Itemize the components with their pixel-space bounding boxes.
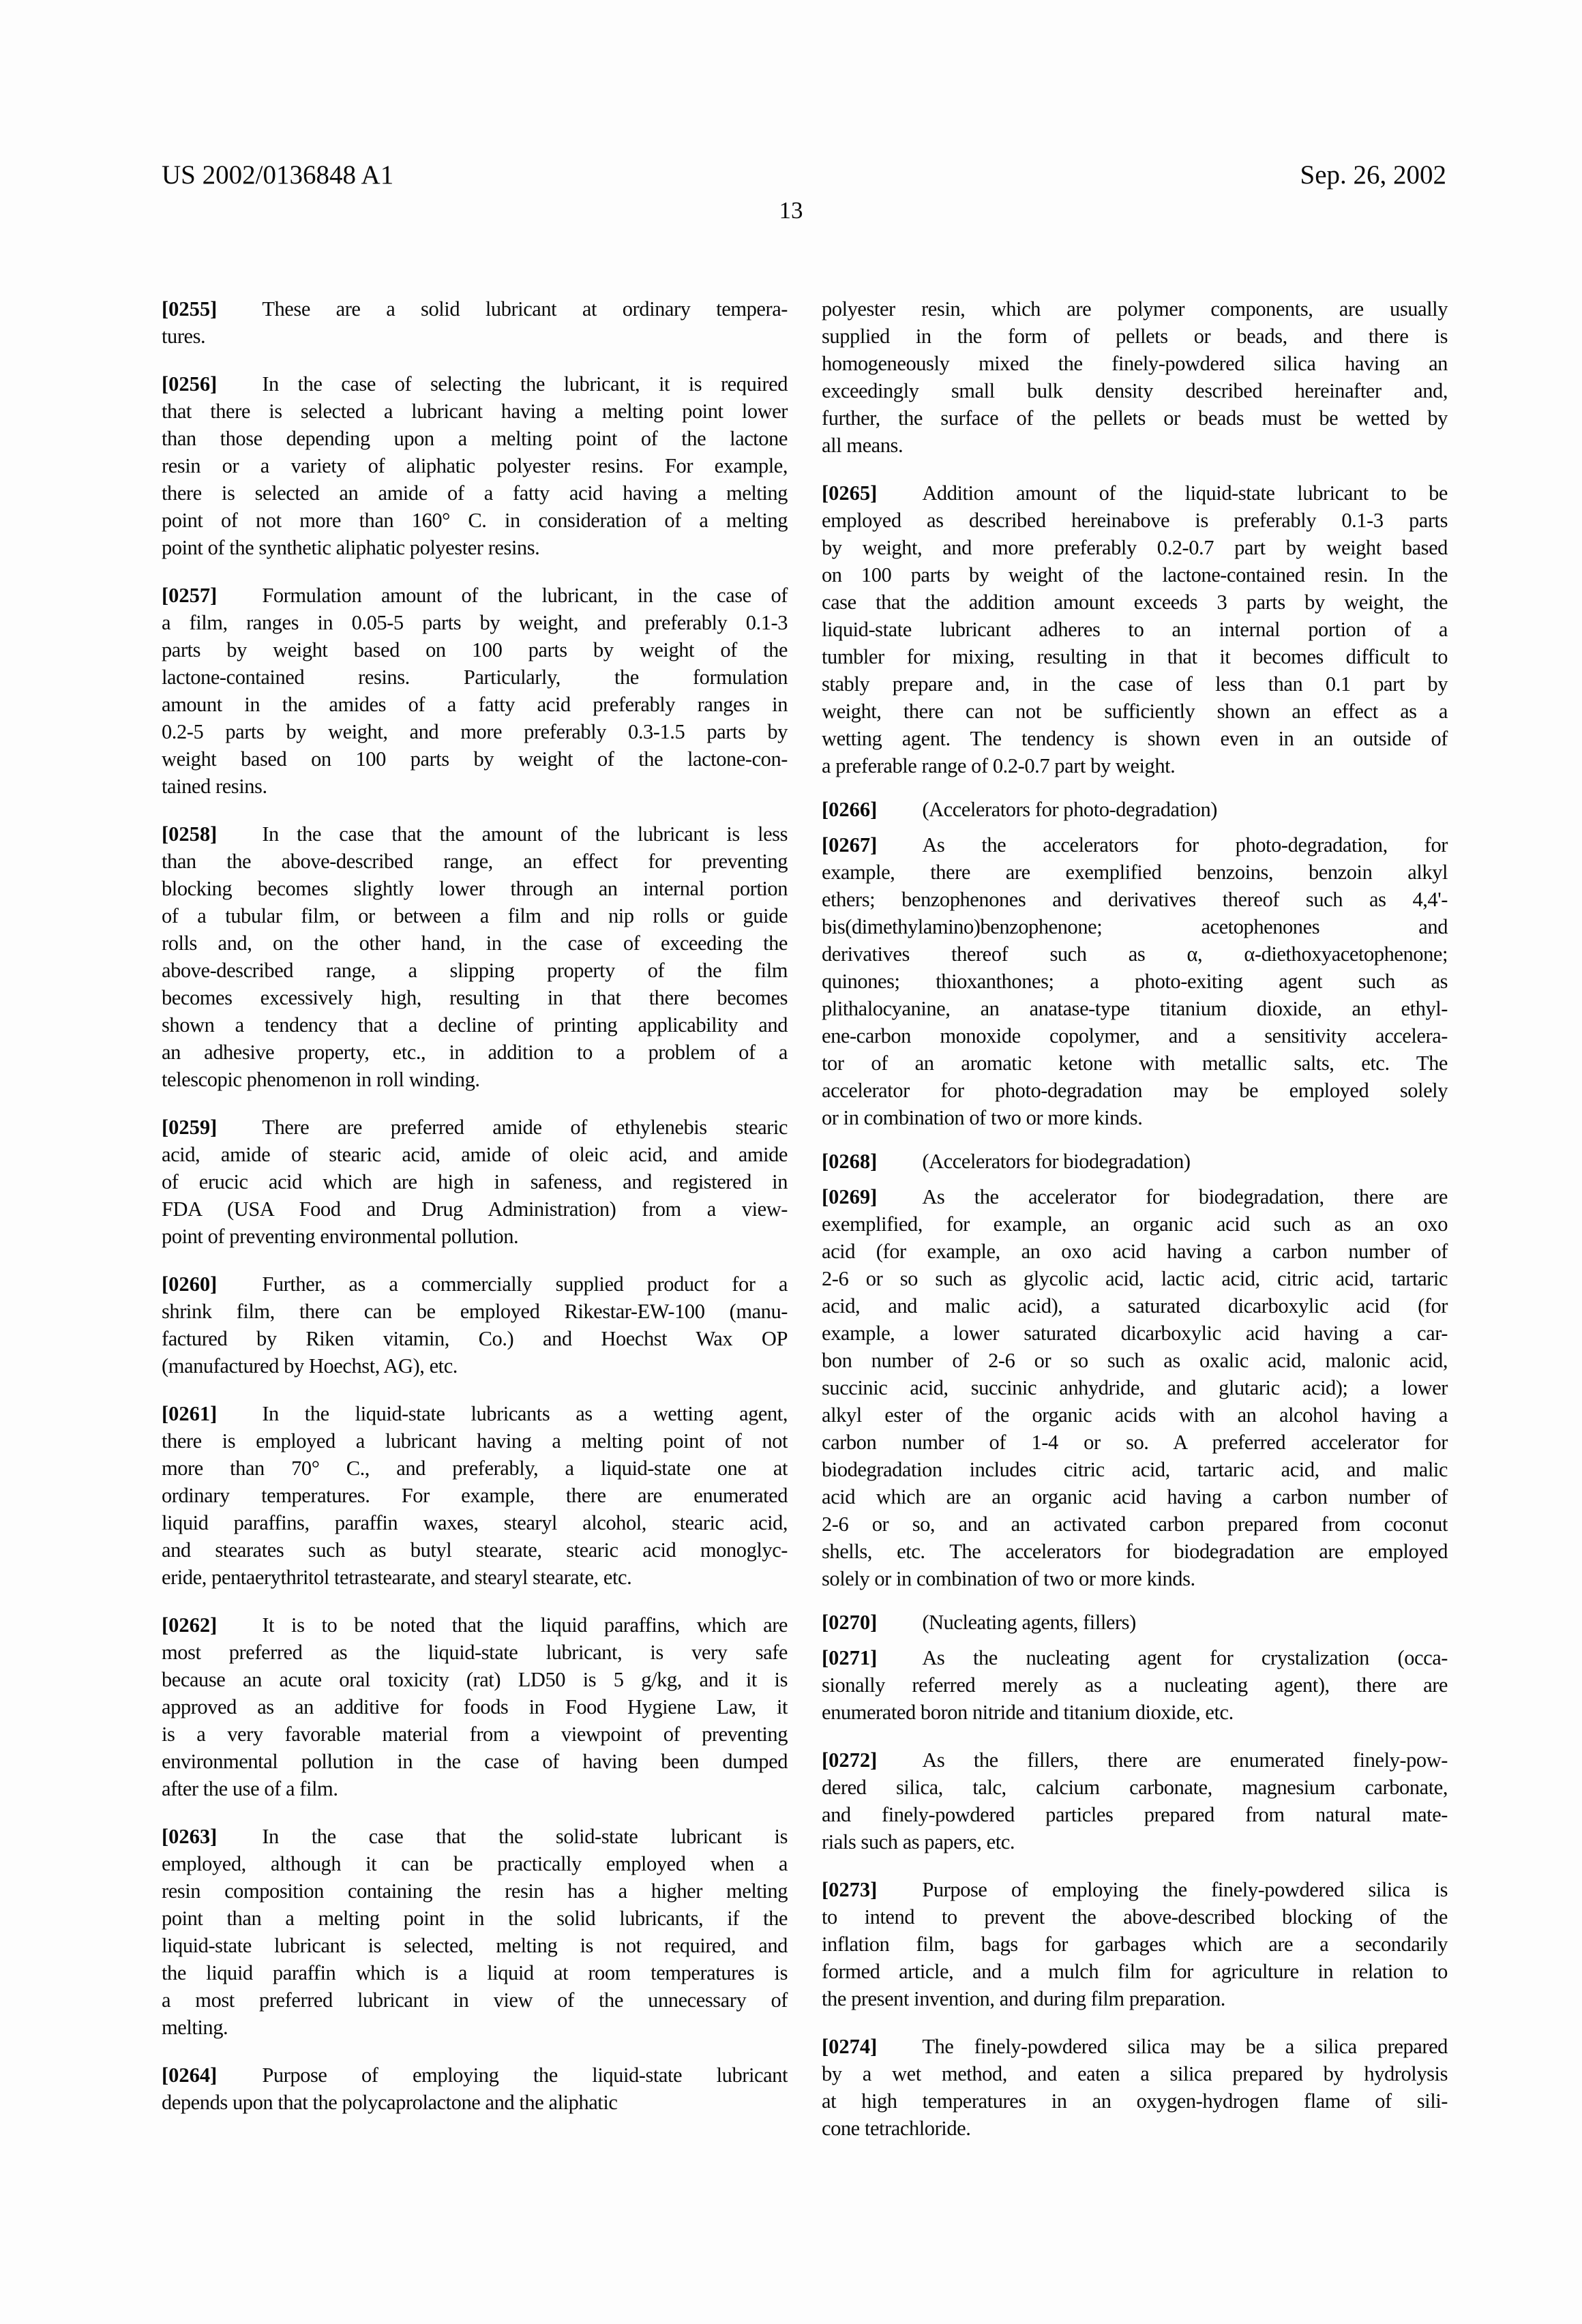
text-line: [0260] Further, as a commercially supplied product for a — [162, 1272, 788, 1296]
text-line: acid, amide of stearic acid, amide of oleic acid, and amide — [162, 1143, 788, 1166]
text-line: inflation film, bags for garbages which are a secondarily — [822, 1933, 1448, 1956]
text-line: derivatives thereof such as α, α-diethoxyacetophenone; — [822, 942, 1448, 966]
text-line: on 100 parts by weight of the lactone-contained resin. In the — [822, 563, 1448, 586]
text-line: factured by Riken vitamin, Co.) and Hoechst Wax OP — [162, 1327, 788, 1350]
text-line: point of preventing environmental pollution. — [162, 1225, 519, 1248]
text-line: formed article, and a mulch film for agriculture in relation to — [822, 1960, 1448, 1983]
paragraph-0266 — [822, 796, 1448, 823]
text-line: shells, etc. The accelerators for biodegradation are employed — [822, 1540, 1448, 1563]
text-line: there is selected an amide of a fatty acid having a melting — [162, 481, 788, 505]
paragraph-0262 — [162, 1611, 788, 1802]
text-line: [0274] The finely-powdered silica may be a silica prepared — [822, 2035, 1448, 2058]
text-line: by a wet method, and eaten a silica prepared by hydrolysis — [822, 2062, 1448, 2085]
text-line: homogeneously mixed the finely-powdered silica having an — [822, 352, 1448, 375]
text-line: acid which are an organic acid having a carbon number of — [822, 1485, 1448, 1508]
paragraph-0267 — [822, 831, 1448, 1131]
page-number: 13 — [779, 197, 803, 224]
text-line: further, the surface of the pellets or beads must be wetted by — [822, 406, 1448, 430]
text-line: ordinary temperatures. For example, there are enumerated — [162, 1484, 788, 1507]
text-line: [0271] As the nucleating agent for crystalization (occa- — [822, 1646, 1448, 1669]
text-line: succinic acid, succinic anhydride, and glutaric acid); a lower — [822, 1376, 1448, 1399]
text-line: weight based on 100 parts by weight of the lactone-con- — [162, 747, 788, 771]
text-line: because an acute oral toxicity (rat) LD50 is 5 g/kg, and it is — [162, 1668, 788, 1691]
paragraph-number: [0256] — [162, 372, 218, 396]
text-line: [0262] It is to be noted that the liquid paraffins, which are — [162, 1613, 788, 1637]
paragraph-number: [0269] — [822, 1185, 878, 1208]
text-line: tor of an aromatic ketone with metallic salts, etc. The — [822, 1052, 1448, 1075]
paragraph-0261 — [162, 1400, 788, 1591]
text-line: cone tetrachloride. — [822, 2117, 971, 2140]
paragraph-0274 — [822, 2033, 1448, 2142]
text-line: tures. — [162, 325, 206, 348]
text-line: most preferred as the liquid-state lubricant, is very safe — [162, 1641, 788, 1664]
text-line: wetting agent. The tendency is shown even in an outside of — [822, 727, 1448, 750]
text-line: weight, there can not be sufficiently shown an effect as a — [822, 700, 1448, 723]
text-line: melting. — [162, 2016, 228, 2039]
text-line: resin composition containing the resin has a higher melting — [162, 1879, 788, 1903]
paragraph-number: [0257] — [162, 584, 218, 607]
text-line: resin or a variety of aliphatic polyester resins. For example, — [162, 454, 788, 477]
text-line: of a tubular film, or between a film and nip rolls or guide — [162, 904, 788, 927]
text-line: to intend to prevent the above-described blocking of the — [822, 1905, 1448, 1928]
paragraph-0255 — [162, 295, 788, 350]
text-line: point of the synthetic aliphatic polyester resins. — [162, 536, 540, 559]
paragraph-number: [0263] — [162, 1825, 218, 1848]
text-line: the liquid paraffin which is a liquid at room temperatures is — [162, 1961, 788, 1984]
text-line: blocking becomes slightly lower through an internal portion — [162, 877, 788, 900]
text-line: a most preferred lubricant in view of the unnecessary of — [162, 1988, 788, 2012]
paragraph-0264 — [162, 2061, 788, 2116]
paragraph-0270 — [822, 1609, 1448, 1636]
text-line: all means. — [822, 434, 904, 457]
text-line: [0258] In the case that the amount of the lubricant is less — [162, 822, 788, 846]
text-line: dered silica, talc, calcium carbonate, magnesium carbonate, — [822, 1776, 1448, 1799]
paragraph-number: [0255] — [162, 297, 218, 321]
text-line: approved as an additive for foods in Food Hygiene Law, it — [162, 1695, 788, 1718]
paragraph-0268 — [822, 1148, 1448, 1175]
text-line: [0267] As the accelerators for photo-degradation, for — [822, 833, 1448, 856]
text-line: and finely-powdered particles prepared from natural mate- — [822, 1803, 1448, 1826]
patent-number: US 2002/0136848 A1 — [162, 160, 394, 190]
text-line: [0257] Formulation amount of the lubricant, in the case of — [162, 584, 788, 607]
text-line: is a very favorable material from a viewpoint of preventing — [162, 1723, 788, 1746]
text-line: quinones; thioxanthones; a photo-exiting agent such as — [822, 970, 1448, 993]
text-line: above-described range, a slipping property of the film — [162, 959, 788, 982]
text-line: ethers; benzophenones and derivatives thereof such as 4,4'- — [822, 888, 1448, 911]
text-line: carbon number of 1-4 or so. A preferred accelerator for — [822, 1431, 1448, 1454]
paragraph-number: [0259] — [162, 1116, 218, 1139]
text-line: [0261] In the liquid-state lubricants as a wetting agent, — [162, 1402, 788, 1425]
paragraph-number: [0267] — [822, 833, 878, 856]
paragraph-0256 — [162, 370, 788, 561]
paragraph-number: [0265] — [822, 481, 878, 505]
text-line: exemplified, for example, an organic acid such as an oxo — [822, 1212, 1448, 1236]
text-line: shown a tendency that a decline of printing applicability and — [162, 1013, 788, 1037]
text-line: point of not more than 160° C. in consideration of a melting — [162, 509, 788, 532]
paragraph-number: [0273] — [822, 1878, 878, 1901]
text-line: biodegradation includes citric acid, tartaric acid, and malic — [822, 1458, 1448, 1481]
text-line: by weight, and more preferably 0.2-0.7 part by weight based — [822, 536, 1448, 559]
text-line: liquid-state lubricant is selected, melting is not required, and — [162, 1934, 788, 1957]
paragraph-number: [0260] — [162, 1272, 218, 1296]
paragraph-number: [0262] — [162, 1613, 218, 1637]
text-line: employed, although it can be practically employed when a — [162, 1852, 788, 1875]
text-line: acid (for example, an oxo acid having a carbon number of — [822, 1240, 1448, 1263]
text-line: after the use of a film. — [162, 1777, 338, 1800]
text-line: [0265] Addition amount of the liquid-state lubricant to be — [822, 481, 1448, 505]
text-line: 0.2-5 parts by weight, and more preferably 0.3-1.5 parts by — [162, 720, 788, 743]
paragraph-0260 — [162, 1270, 788, 1380]
text-line: bon number of 2-6 or so such as oxalic acid, malonic acid, — [822, 1349, 1448, 1372]
text-line: more than 70° C., and preferably, a liquid-state one at — [162, 1457, 788, 1480]
text-line: the present invention, and during film preparation. — [822, 1987, 1225, 2010]
text-line: tumbler for mixing, resulting in that it becomes difficult to — [822, 645, 1448, 668]
text-line: [0268] (Accelerators for biodegradation) — [822, 1150, 1191, 1173]
text-line: [0273] Purpose of employing the finely-powdered silica is — [822, 1878, 1448, 1901]
text-line: stably prepare and, in the case of less than 0.1 part by — [822, 672, 1448, 696]
text-line: bis(dimethylamino)benzophenone; acetophenones and — [822, 915, 1448, 938]
paragraph-0271 — [822, 1644, 1448, 1726]
text-line: than those depending upon a melting point of the lactone — [162, 427, 788, 450]
paragraph-0257 — [162, 582, 788, 800]
text-line: 2-6 or so, and an activated carbon prepared from coconut — [822, 1513, 1448, 1536]
text-line: amount in the amides of a fatty acid preferably ranges in — [162, 693, 788, 716]
text-line: parts by weight based on 100 parts by weight of the — [162, 638, 788, 661]
text-line: [0266] (Accelerators for photo-degradation) — [822, 798, 1217, 821]
text-line: exceedingly small bulk density described hereinafter and, — [822, 379, 1448, 402]
text-line: ene-carbon monoxide copolymer, and a sensitivity accelera- — [822, 1024, 1448, 1047]
text-line: solely or in combination of two or more kinds. — [822, 1567, 1195, 1590]
text-line: rials such as papers, etc. — [822, 1830, 1015, 1853]
paragraph-continuation — [822, 295, 1448, 459]
paragraph-0263 — [162, 1823, 788, 2041]
text-line: lactone-contained resins. Particularly, the formulation — [162, 666, 788, 689]
paragraph-0259 — [162, 1114, 788, 1250]
left-column — [162, 295, 788, 2162]
text-line: (manufactured by Hoechst, AG), etc. — [162, 1354, 458, 1377]
paragraph-0273 — [822, 1876, 1448, 2012]
text-line: point than a melting point in the solid lubricants, if the — [162, 1907, 788, 1930]
text-line: [0272] As the fillers, there are enumerated finely-pow- — [822, 1748, 1448, 1772]
text-line: and stearates such as butyl stearate, stearic acid monoglyc- — [162, 1538, 788, 1562]
text-line: of erucic acid which are high in safeness, and registered in — [162, 1170, 788, 1193]
text-line: plithalocyanine, an anatase-type titanium dioxide, an ethyl- — [822, 997, 1448, 1020]
text-line: polyester resin, which are polymer components, are usually — [822, 297, 1448, 321]
text-line: liquid-state lubricant adheres to an internal portion of a — [822, 618, 1448, 641]
paragraph-number: [0274] — [822, 2035, 878, 2058]
text-line: accelerator for photo-degradation may be employed solely — [822, 1079, 1448, 1102]
text-line: [0256] In the case of selecting the lubricant, it is required — [162, 372, 788, 396]
text-line: becomes excessively high, resulting in that there becomes — [162, 986, 788, 1009]
paragraph-number: [0261] — [162, 1402, 218, 1425]
paragraph-0269 — [822, 1183, 1448, 1592]
paragraph-number: [0270] — [822, 1611, 878, 1634]
paragraph-0258 — [162, 820, 788, 1093]
text-line: there is employed a lubricant having a melting point of not — [162, 1429, 788, 1452]
text-line: acid, and malic acid), a saturated dicarboxylic acid (for — [822, 1294, 1448, 1317]
text-line: [0269] As the accelerator for biodegradation, there are — [822, 1185, 1448, 1208]
text-line: tained resins. — [162, 775, 267, 798]
text-line: 2-6 or so such as glycolic acid, lactic acid, citric acid, tartaric — [822, 1267, 1448, 1290]
paragraph-number: [0258] — [162, 822, 218, 846]
text-line: depends upon that the polycaprolactone and the aliphatic — [162, 2091, 618, 2114]
text-line: [0259] There are preferred amide of ethylenebis stearic — [162, 1116, 788, 1139]
text-line: employed as described hereinabove is preferably 0.1-3 parts — [822, 509, 1448, 532]
text-line: or in combination of two or more kinds. — [822, 1106, 1143, 1129]
text-line: [0263] In the case that the solid-state lubricant is — [162, 1825, 788, 1848]
text-line: supplied in the form of pellets or beads, and there is — [822, 325, 1448, 348]
paragraph-number: [0268] — [822, 1150, 878, 1173]
paragraph-number: [0272] — [822, 1748, 878, 1772]
text-line: example, a lower saturated dicarboxylic acid having a car- — [822, 1322, 1448, 1345]
text-line: FDA (USA Food and Drug Administration) from a view- — [162, 1197, 788, 1221]
text-line: liquid paraffins, paraffin waxes, stearyl alcohol, stearic acid, — [162, 1511, 788, 1534]
paragraph-0265 — [822, 479, 1448, 779]
paragraph-number: [0271] — [822, 1646, 878, 1669]
paragraph-number: [0266] — [822, 798, 878, 821]
text-line: [0270] (Nucleating agents, fillers) — [822, 1611, 1136, 1634]
text-line: example, there are exemplified benzoins, benzoin alkyl — [822, 861, 1448, 884]
text-line: environmental pollution in the case of having been dumped — [162, 1750, 788, 1773]
text-line: telescopic phenomenon in roll winding. — [162, 1068, 480, 1091]
text-line: that there is selected a lubricant having a melting point lower — [162, 400, 788, 423]
publication-date: Sep. 26, 2002 — [1300, 160, 1446, 190]
text-line: at high temperatures in an oxygen-hydrogen flame of sili- — [822, 2089, 1448, 2113]
text-line: shrink film, there can be employed Rikestar-EW-100 (manu- — [162, 1300, 788, 1323]
text-line: eride, pentaerythritol tetrastearate, and stearyl stearate, etc. — [162, 1566, 632, 1589]
text-line: alkyl ester of the organic acids with an alcohol having a — [822, 1403, 1448, 1427]
page-header — [162, 160, 1446, 191]
text-line: a preferable range of 0.2-0.7 part by weight. — [822, 754, 1176, 777]
text-line: case that the addition amount exceeds 3 parts by weight, the — [822, 591, 1448, 614]
text-line: an adhesive property, etc., in addition to a problem of a — [162, 1041, 788, 1064]
patent-body — [162, 295, 1448, 2162]
text-line: sionally referred merely as a nucleating agent), there are — [822, 1673, 1448, 1697]
text-line: a film, ranges in 0.05-5 parts by weight, and preferably 0.1-3 — [162, 611, 788, 634]
text-line: rolls and, on the other hand, in the case of exceeding the — [162, 932, 788, 955]
text-line: than the above-described range, an effect for preventing — [162, 850, 788, 873]
text-line: [0255] These are a solid lubricant at ordinary tempera- — [162, 297, 788, 321]
paragraph-0272 — [822, 1746, 1448, 1856]
text-line: [0264] Purpose of employing the liquid-state lubricant — [162, 2064, 788, 2087]
text-line: enumerated boron nitride and titanium dioxide, etc. — [822, 1701, 1234, 1724]
paragraph-number: [0264] — [162, 2064, 218, 2087]
right-column — [822, 295, 1448, 2162]
